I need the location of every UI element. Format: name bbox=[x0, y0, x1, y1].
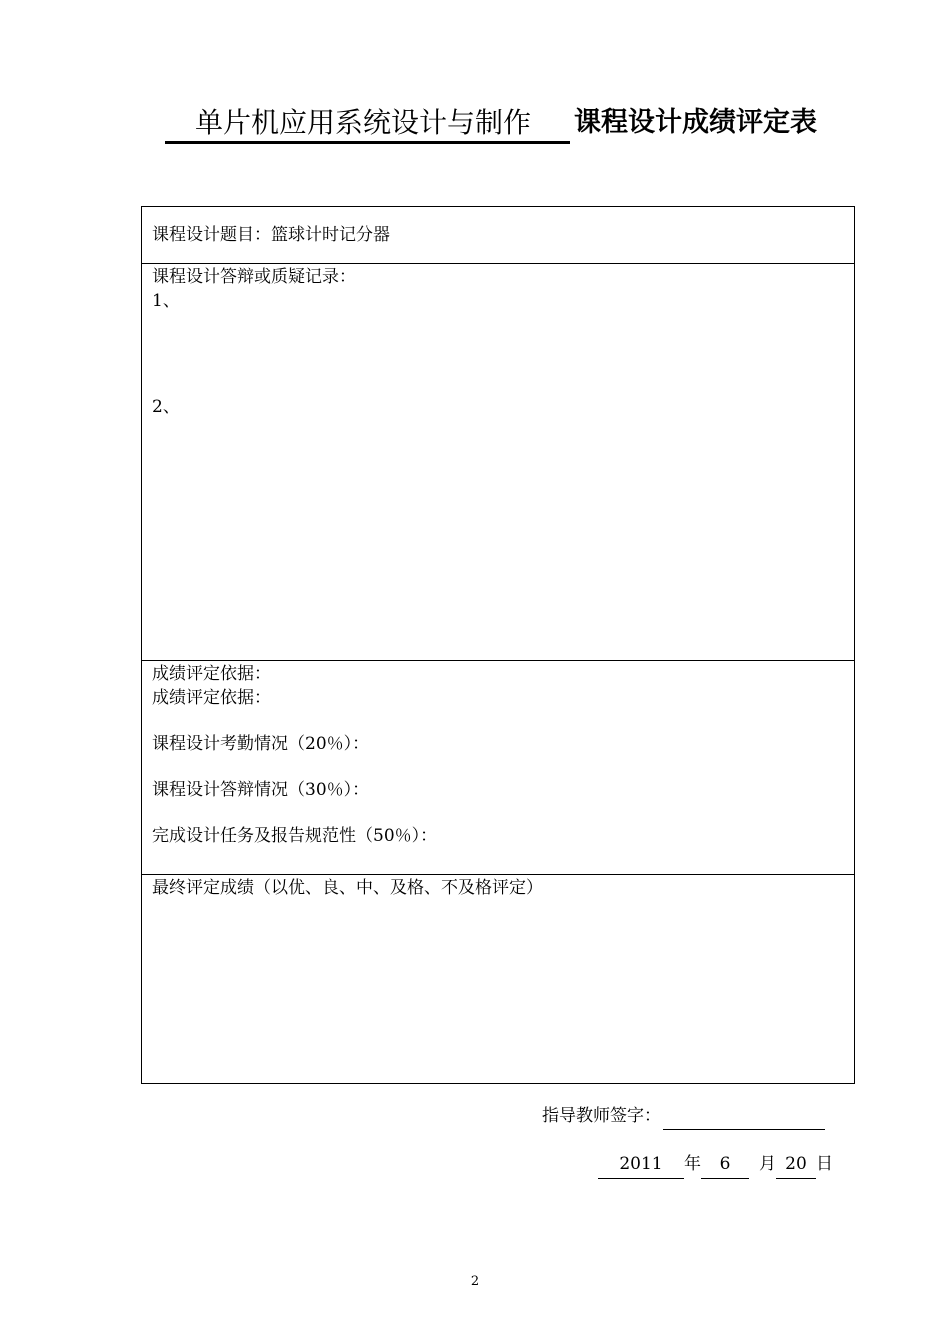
defense-item-2: 2、 bbox=[152, 397, 180, 417]
course-name: 单片机应用系统设计与制作 bbox=[165, 104, 570, 144]
defense-criterion: 课程设计答辩情况（30％）： bbox=[152, 780, 370, 800]
signature-line[interactable] bbox=[663, 1109, 825, 1130]
date-day: 20 bbox=[776, 1150, 816, 1179]
day-unit: 日 bbox=[816, 1154, 833, 1174]
defense-item-1: 1、 bbox=[152, 291, 180, 311]
defense-section[interactable] bbox=[142, 264, 854, 661]
report-criterion: 完成设计任务及报告规范性（50％）： bbox=[152, 826, 438, 846]
signature-row bbox=[542, 1102, 825, 1130]
date-year: 2011 bbox=[598, 1150, 684, 1179]
final-grade-section[interactable] bbox=[142, 875, 854, 1083]
month-unit: 月 bbox=[759, 1154, 776, 1174]
date-row bbox=[598, 1150, 833, 1179]
page-number: 2 bbox=[470, 1274, 480, 1289]
form-title: 课程设计成绩评定表 bbox=[574, 107, 817, 138]
defense-label: 课程设计答辩或质疑记录： bbox=[152, 267, 356, 287]
year-unit: 年 bbox=[684, 1154, 701, 1174]
title-row bbox=[165, 104, 845, 150]
topic-section bbox=[142, 207, 854, 264]
date-month: 6 bbox=[701, 1150, 749, 1179]
criteria-section[interactable] bbox=[142, 661, 854, 875]
criteria-label: 成绩评定依据： bbox=[152, 664, 271, 684]
topic-label: 课程设计题目：篮球计时记分器 bbox=[152, 225, 390, 245]
signature-label: 指导教师签字： bbox=[542, 1106, 661, 1126]
attendance-criterion: 课程设计考勤情况（20％）： bbox=[152, 734, 370, 754]
evaluation-form bbox=[141, 206, 855, 1084]
criteria-label-repeat: 成绩评定依据： bbox=[152, 688, 271, 708]
final-grade-label: 最终评定成绩（以优、良、中、及格、不及格评定） bbox=[152, 878, 543, 898]
